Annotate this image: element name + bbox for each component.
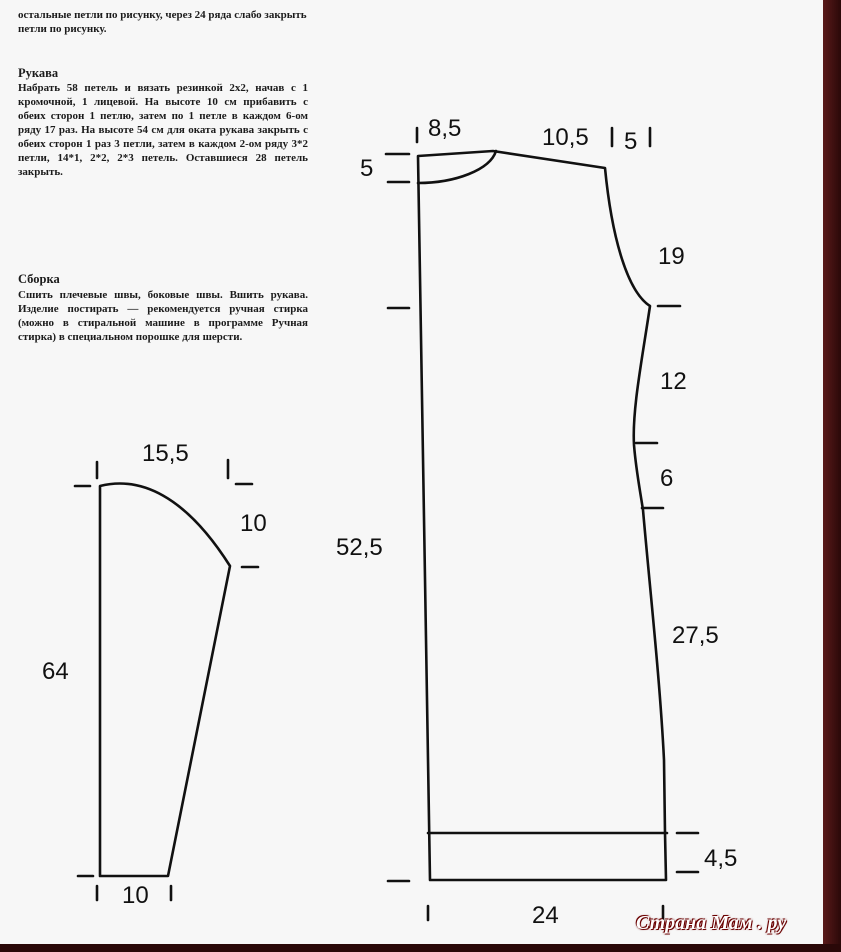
body-section-12: 12 xyxy=(660,368,687,395)
body-shoulder-width: 10,5 xyxy=(542,124,589,151)
body-neck-depth: 5 xyxy=(360,155,374,182)
body-rib-height: 4,5 xyxy=(704,845,738,872)
sleeve-bottom-width: 10 xyxy=(122,882,149,909)
assembly-section-title: Сборка xyxy=(18,272,60,286)
body-shoulder-drop: 5 xyxy=(624,128,638,155)
body-outline xyxy=(418,151,666,880)
body-total-length: 52,5 xyxy=(336,534,383,561)
sleeve-top-width: 15,5 xyxy=(142,440,189,467)
body-section-6: 6 xyxy=(660,465,674,492)
sleeve-section-text: Набрать 58 петель и вязать резинкой 2х2, начав с 1 кромочной, 1 лицевой. На высоте 10 см прибавить с обеих сторон 1 петлю, затем по 1 петле в каждом 6-ом ряду 17 раз. На высоте 54 см для оката рукава закрыть с обеих сторон 1 раз 3 петли, затем в каждом 2-ом ряду 3*2 петли, 14*1, 2*2, 2*3 петель. Оставшиеся 28 петель закрыть. xyxy=(18,82,308,178)
body-bottom-width: 24 xyxy=(532,902,559,929)
body-neck-width: 8,5 xyxy=(428,115,462,142)
sleeve-cap-height: 10 xyxy=(240,510,267,537)
frame-edge xyxy=(823,0,841,952)
sleeve-length: 64 xyxy=(42,658,69,685)
frame-bottom xyxy=(0,944,841,952)
sleeve-section-title: Рукава xyxy=(18,66,59,80)
body-armhole-depth: 19 xyxy=(658,243,685,270)
intro-text: остальные петли по рисунку, через 24 ряда слабо закрыть петли по рисунку. xyxy=(18,9,307,35)
assembly-section-text: Сшить плечевые швы, боковые швы. Вшить рукава. Изделие постирать — рекомендуется ручная стирка (можно в стиральной машине в программе Ручная стирка) в специальном порошке для шерсти. xyxy=(18,289,308,343)
site-watermark: Страна Мам . ру xyxy=(636,912,787,934)
sleeve-outline xyxy=(100,484,230,876)
body-section-27-5: 27,5 xyxy=(672,622,719,649)
